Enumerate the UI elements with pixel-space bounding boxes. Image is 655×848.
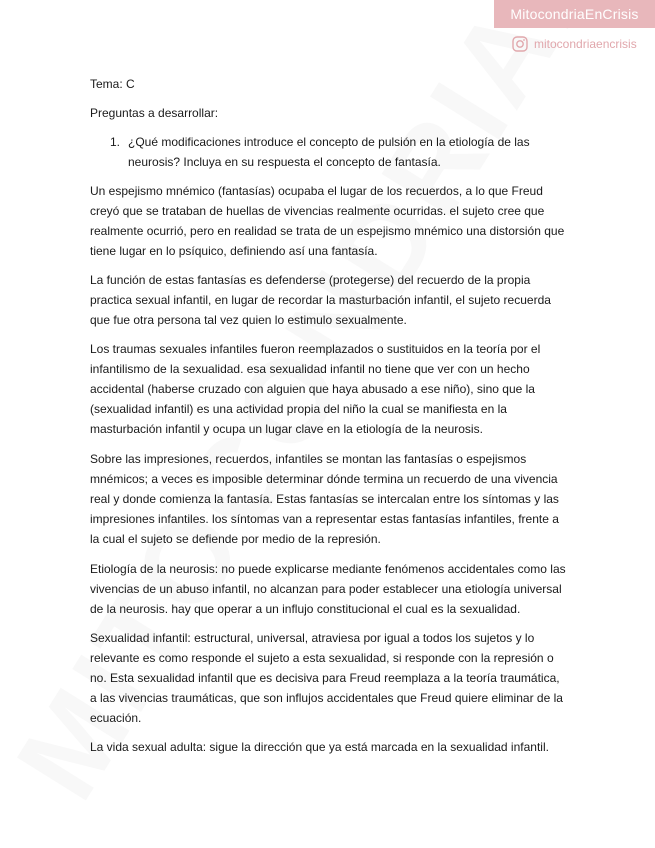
paragraph-7: La vida sexual adulta: sigue la dirección que ya está marcada en la sexualidad infantil.: [90, 740, 549, 754]
instagram-handle[interactable]: [512, 35, 637, 53]
paragraph-1: Un espejismo mnémico (fantasías) ocupaba el lugar de los recuerdos, a lo que Freud creyó que se trataban de huellas de vivencias realmente ocurridas. el sujeto cree que realmente ocurrió, pero en realidad se trata de un espejismo mnémico una distorsión que tiene lugar en lo psíquico, definiendo así una fantasía.: [90, 184, 565, 258]
instagram-icon: [512, 36, 528, 52]
paragraph-2: La función de estas fantasías es defenderse (protegerse) del recuerdo de la propia practica sexual infantil, en lugar de recordar la masturbación infantil, el sujeto recuerda que fue otra persona tal vez quien lo estimulo sexualmente.: [90, 273, 551, 327]
section-heading: Preguntas a desarrollar:: [90, 106, 219, 120]
topic-heading: Tema: C: [90, 77, 135, 91]
instagram-handle-text: mitocondriaencrisis: [534, 37, 637, 51]
brand-name: MitocondriaEnCrisis: [510, 6, 639, 22]
paragraph-4: Sobre las impresiones, recuerdos, infantiles se montan las fantasías o espejismos mnémicos; a veces es imposible determinar dónde termina un recuerdo de una vivencia real y donde comienza la fantasía. Estas fantasías se intercalan entre los síntomas y las impresiones infantiles. los síntomas van a representar estas fantasías infantiles, frente a la cual el sujeto se defiende por medio de la represión.: [90, 452, 559, 546]
question-item: [110, 132, 568, 172]
question-number: 1.: [110, 135, 121, 149]
paragraph-3: Los traumas sexuales infantiles fueron reemplazados o sustituidos en la teoría por el infantilismo de la sexualidad. esa sexualidad infantil no tiene que ver con un hecho accidental (haberse cruzado con alguien que haya abusado a ese niño), sino que la (sexualidad infantil) es una actividad propia del niño la cual se manifiesta en la masturbación infantil y ocupa un lugar clave en la etiología de la neurosis.: [90, 342, 541, 436]
brand-banner[interactable]: [494, 0, 655, 28]
question-text: ¿Qué modificaciones introduce el concepto de pulsión en la etiología de las neurosis? Incluya en su respuesta el concepto de fantasía.: [128, 135, 530, 169]
paragraph-5: Etiología de la neurosis: no puede explicarse mediante fenómenos accidentales como las vivencias de un abuso infantil, no alcanzan para poder establecer una etiología universal de la neurosis. hay que operar a un influjo constitucional el cual es la sexualidad.: [90, 562, 566, 616]
paragraph-6: Sexualidad infantil: estructural, universal, atraviesa por igual a todos los sujetos y lo relevante es como responde el sujeto a esta sexualidad, si responde con la represión o no. Esta sexualidad infantil que es decisiva para Freud reemplaza a la teoría traumática, a las vivencias traumáticas, que son influjos accidentales que Freud quiere eliminar de la ecuación.: [90, 631, 563, 725]
